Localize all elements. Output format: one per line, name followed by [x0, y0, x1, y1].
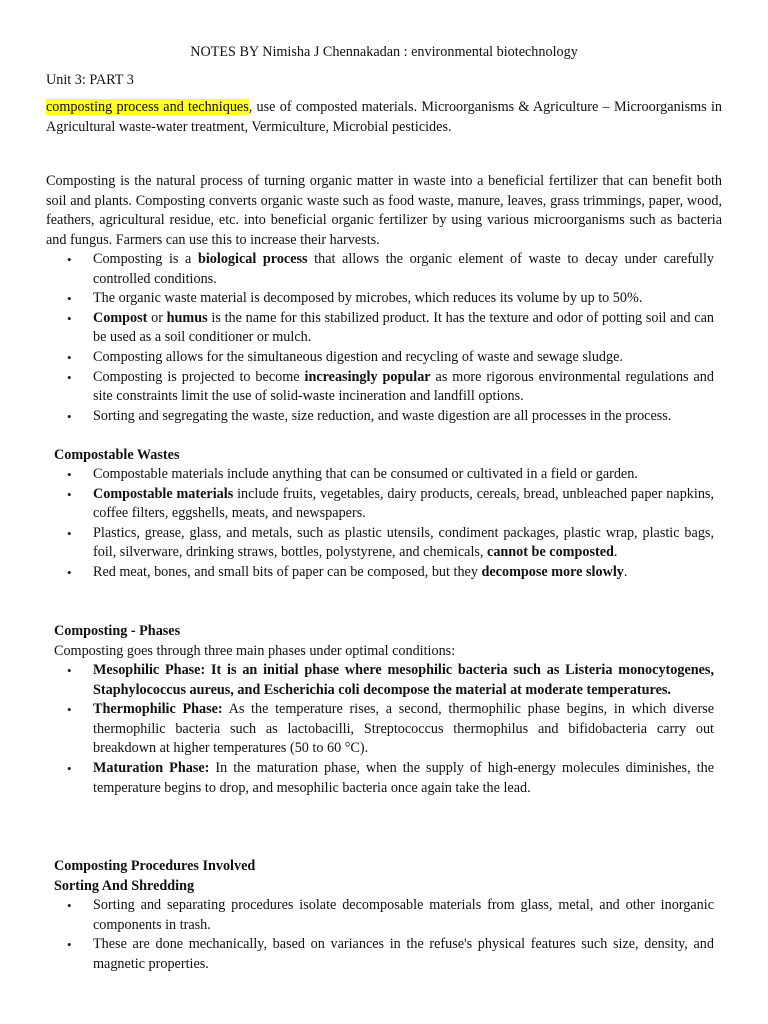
list-item: • Plastics, grease, glass, and metals, such as plastic utensils, condiment packages, plastic wrap, plastic bags, foil, silverware, drinking straws, bottles, polystyrene, and chemicals, cannot be composted.	[93, 524, 714, 563]
section-heading-compostable: Compostable Wastes	[54, 447, 180, 463]
intro-paragraph: Composting is the natural process of turning organic matter in waste into a beneficial fertilizer that can benefit both soil and plants. Composting converts organic waste such as food waste, manure, leaves, grass trimmings, paper, wood, feathers, agricultural residue, etc. into beneficial organic fertilizer by using various microorganisms such as bacteria and fungus. Farmers can use this to increase their harvests.	[46, 173, 722, 248]
section-heading-phases: Composting - Phases	[54, 623, 181, 639]
list-item: • Composting is a biological process that allows the organic element of waste to decay under carefully controlled conditions.	[93, 250, 714, 289]
section-heading-procedures: Composting Procedures Involved	[54, 858, 256, 874]
phases-bullet-list	[93, 661, 714, 798]
unit-label: Unit 3: PART 3	[46, 72, 134, 88]
list-item: • Compost or humus is the name for this stabilized product. It has the texture and odor of potting soil and can be used as a soil conditioner or mulch.	[93, 309, 714, 348]
list-item: • Compostable materials include fruits, vegetables, dairy products, cereals, bread, unbleached paper napkins, coffee filters, eggshells, meats, and newspapers.	[93, 485, 714, 524]
compostable-bullet-list	[93, 465, 714, 583]
topics-line	[46, 98, 722, 137]
list-item: • Composting allows for the simultaneous digestion and recycling of waste and sewage sludge.	[93, 348, 714, 368]
list-item: • Red meat, bones, and small bits of paper can be composed, but they decompose more slowly.	[93, 563, 714, 583]
list-item: • Sorting and separating procedures isolate decomposable materials from glass, metal, and other inorganic components in trash.	[93, 896, 714, 935]
list-item: • Composting is projected to become increasingly popular as more rigorous environmental regulations and site constraints limit the use of solid-waste incineration and landfill options.	[93, 368, 714, 407]
topics-rest: , use of composted materials. Microorganisms & Agriculture – Microorganisms in Agricultural waste-water treatment, Vermiculture, Microbial pesticides.	[46, 99, 722, 135]
list-item: • Thermophilic Phase: As the temperature rises, a second, thermophilic phase begins, in which diverse thermophilic bacteria such as lactobacilli, Streptococcus thermophilus and bifidobacteria carry out breakdown at higher temperatures (50 to 60 °C).	[93, 700, 714, 759]
list-item: • Maturation Phase: In the maturation phase, when the supply of high-energy molecules diminishes, the temperature begins to drop, and mesophilic bacteria once again take the lead.	[93, 759, 714, 798]
subheading-sorting: Sorting And Shredding	[54, 878, 195, 894]
phases-intro: Composting goes through three main phases under optimal conditions:	[54, 643, 456, 659]
intro-bullet-list	[93, 250, 714, 426]
procedures-bullet-list	[93, 896, 714, 974]
document-title: NOTES BY Nimisha J Chennakadan : environmental biotechnology	[190, 44, 578, 60]
highlighted-topic: composting process and techniques	[46, 99, 249, 115]
list-item: • These are done mechanically, based on variances in the refuse's physical features such size, density, and magnetic properties.	[93, 935, 714, 974]
list-item: • Sorting and segregating the waste, size reduction, and waste digestion are all processes in the process.	[93, 407, 714, 427]
list-item: • The organic waste material is decomposed by microbes, which reduces its volume by up to 50%.	[93, 289, 714, 309]
list-item: • Compostable materials include anything that can be consumed or cultivated in a field or garden.	[93, 465, 714, 485]
list-item: • Mesophilic Phase: It is an initial phase where mesophilic bacteria such as Listeria monocytogenes, Staphylococcus aureus, and Escherichia coli decompose the material at moderate temperatures.	[93, 661, 714, 700]
